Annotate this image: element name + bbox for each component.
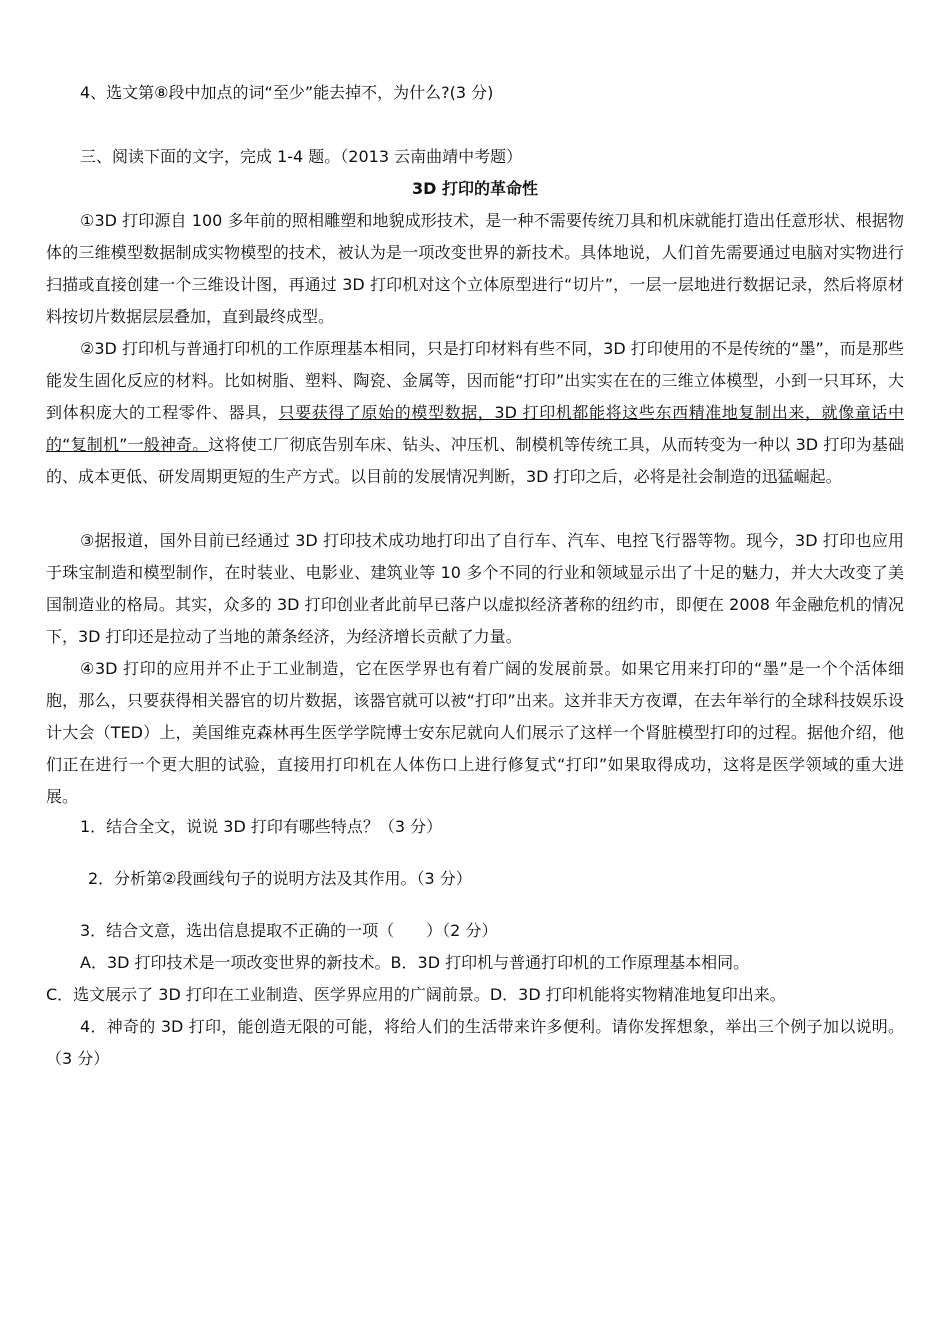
- question-3-options-a-b: A．3D 打印技术是一项改变世界的新技术。B．3D 打印机与普通打印机的工作原理基本相同。: [80, 953, 750, 972]
- question-3: 3．结合文意，选出信息提取不正确的一项（ ）（2 分）: [80, 921, 498, 940]
- paragraph-2-text-before: ②3D 打印机与普通打印机的工作原理基本相同，只是打印材料有些不同，3D 打印使用的不是传统的“墨”，而是那些能发生固化反应的材料。比如树脂、塑料、陶瓷、金属等，因而能“打印”出实实在在的三维立体模型，小到一只耳环，大到体积庞大的工程零件、器具，: [46, 339, 904, 422]
- question-4: 4．神奇的 3D 打印，能创造无限的可能，将给人们的生活带来许多便利。请你发挥想象，举出三个例子加以说明。（3 分）: [46, 1017, 904, 1068]
- underlined-sentence: 只要获得了原始的模型数据，3D 打印机都能将这些东西精准地复制出来，就像童话中的“复制机”一般神奇。: [46, 403, 904, 454]
- section-heading: 三、阅读下面的文字，完成 1-4 题。（2013 云南曲靖中考题）: [80, 147, 523, 166]
- article-title: 3D 打印的革命性: [412, 179, 538, 198]
- question-3-options-c-d: C．选文展示了 3D 打印在工业制造、医学界应用的广阔前景。D．3D 打印机能将实物精准地复印出来。: [46, 985, 786, 1004]
- passage-paragraph-3: ③据报道，国外目前已经通过 3D 打印技术成功地打印出了自行车、汽车、电控飞行器等物。现今，3D 打印也应用于珠宝制造和模型制作，在时装业、电影业、建筑业等 10 多个不同的行业和领域显示出了十足的魅力，并大大改变了美国制造业的格局。其实，众多的 3D 打印创业者此前早已落户以虚拟经济著称的纽约市，即便在 2008 年金融危机的情况下，3D 打印还是拉动了当地的萧条经济，为经济增长贡献了力量。: [46, 531, 904, 646]
- passage-paragraph-2: [46, 333, 904, 493]
- passage-paragraph-1: ①3D 打印源自 100 多年前的照相雕塑和地貌成形技术，是一种不需要传统刀具和机床就能打造出任意形状、根据物体的三维模型数据制成实物模型的技术，被认为是一项改变世界的新技术。具体地说，人们首先需要通过电脑对实物进行扫描或直接创建一个三维设计图，再通过 3D 打印机对这个立体原型进行“切片”，一层一层地进行数据记录，然后将原材料按切片数据层层叠加，直到最终成型。: [46, 211, 904, 326]
- question-1: 1．结合全文，说说 3D 打印有哪些特点？（3 分）: [80, 817, 443, 836]
- previous-question-4: 4、选文第⑧段中加点的词“至少”能去掉不，为什么?(3 分): [80, 83, 494, 102]
- paragraph-2-text-after: 这将使工厂彻底告别车床、钻头、冲压机、制模机等传统工具，从而转变为一种以 3D 打印为基础的、成本更低、研发周期更短的生产方式。以目前的发展情况判断，3D 打印之后，必将是社会制造的迅猛崛起。: [46, 435, 904, 486]
- question-2: 2．分析第②段画线句子的说明方法及其作用。（3 分）: [88, 869, 472, 888]
- passage-paragraph-4: ④3D 打印的应用并不止于工业制造，它在医学界也有着广阔的发展前景。如果它用来打印的“墨”是一个个活体细胞，那么，只要获得相关器官的切片数据，该器官就可以被“打印”出来。这并非天方夜谭，在去年举行的全球科技娱乐设计大会（TED）上，美国维克森林再生医学学院博士安东尼就向人们展示了这样一个肾脏模型打印的过程。据他介绍，他们正在进行一个更大胆的试验，直接用打印机在人体伤口上进行修复式“打印”如果取得成功，这将是医学领域的重大进展。: [46, 659, 904, 806]
